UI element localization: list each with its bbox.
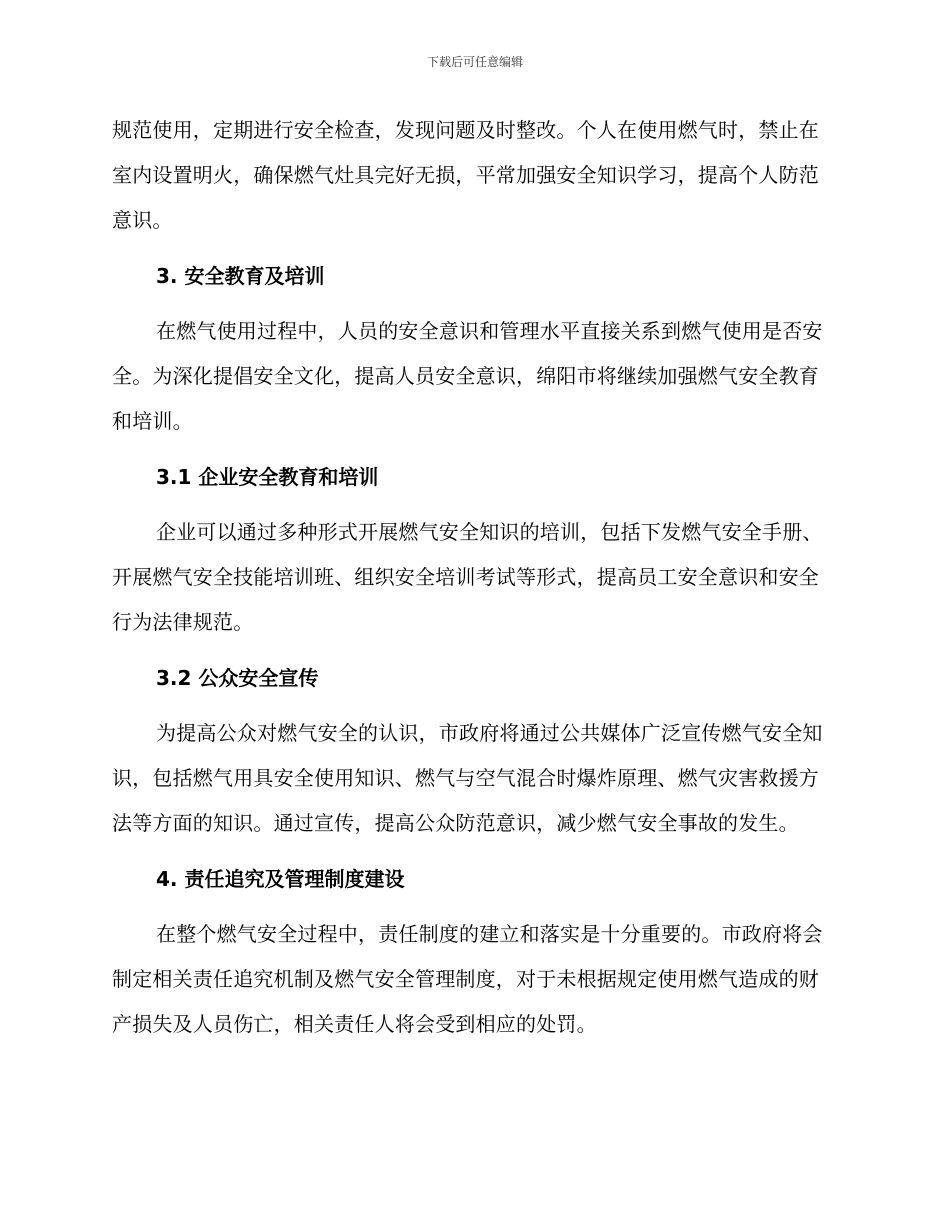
document-body xyxy=(112,108,838,1047)
heading-section-3-2: 3.2 公众安全宣传 xyxy=(156,666,319,690)
paragraph-enterprise-training: 企业可以通过多种形式开展燃气安全知识的培训，包括下发燃气安全手册、开展燃气安全技能培训班、组织安全培训考试等形式，提高员工安全意识和安全行为法律规范。 xyxy=(112,520,823,634)
heading-section-4: 4. 责任追究及管理制度建设 xyxy=(156,867,405,891)
paragraph-education-intro: 在燃气使用过程中，人员的安全意识和管理水平直接关系到燃气使用是否安全。为深化提倡安全文化，提高人员安全意识，绵阳市将继续加强燃气安全教育和培训。 xyxy=(112,319,823,433)
paragraph-public-awareness: 为提高公众对燃气安全的认识，市政府将通过公共媒体广泛宣传燃气安全知识，包括燃气用具安全使用知识、燃气与空气混合时爆炸原理、燃气灾害救援方法等方面的知识。通过宣传，提高公众防范意识，减少燃气安全事故的发生。 xyxy=(112,721,823,835)
page-header: 下载后可任意编辑 xyxy=(426,55,523,69)
heading-section-3: 3. 安全教育及培训 xyxy=(156,264,325,288)
paragraph-safety-usage: 规范使用，定期进行安全检查，发现问题及时整改。个人在使用燃气时，禁止在室内设置明火，确保燃气灶具完好无损，平常加强安全知识学习，提高个人防范意识。 xyxy=(112,118,819,232)
paragraph-responsibility: 在整个燃气安全过程中，责任制度的建立和落实是十分重要的。市政府将会制定相关责任追究机制及燃气安全管理制度，对于未根据规定使用燃气造成的财产损失及人员伤亡，相关责任人将会受到相应的处罚。 xyxy=(112,922,823,1036)
heading-section-3-1: 3.1 企业安全教育和培训 xyxy=(156,465,379,489)
